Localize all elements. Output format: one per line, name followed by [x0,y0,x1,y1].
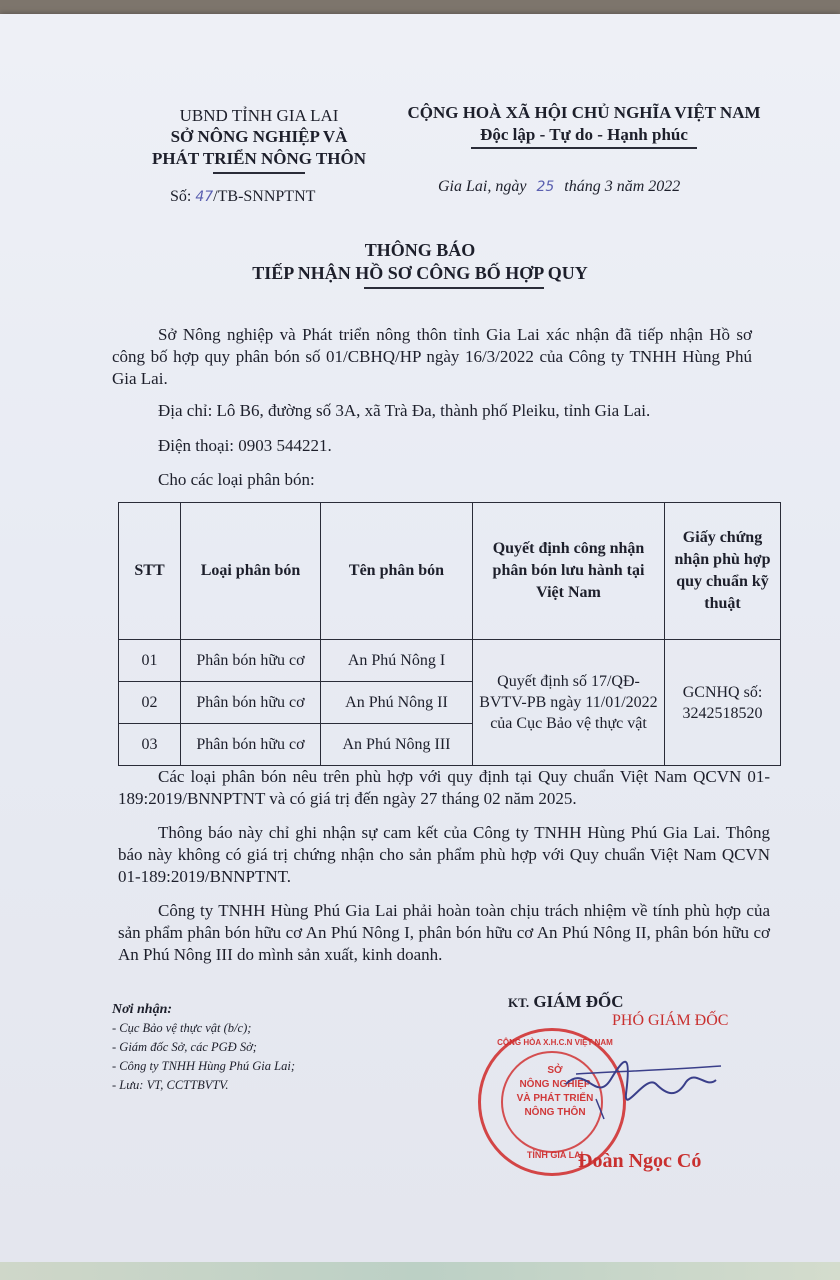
director-title: GIÁM ĐỐC [533,992,624,1011]
stamp-line4: NÔNG THÔN [524,1107,586,1118]
header-certificate: Giấy chứng nhận phù hợp quy chuẩn kỹ thuật [665,503,781,640]
date-suffix: tháng 3 năm 2022 [564,178,681,195]
row-type: Phân bón hữu cơ [181,640,321,682]
fertilizer-table [118,502,781,766]
row-name: An Phú Nông II [321,682,473,724]
title-notice: THÔNG BÁO [364,240,476,260]
agency-department: SỞ NÔNG NGHIỆP VÀ [170,127,348,146]
recipients-heading: Nơi nhận: [112,1002,173,1017]
certificate-cell: GCNHQ số: 3242518520 [665,640,781,766]
national-name: CỘNG HOÀ XÃ HỘI CHỦ NGHĨA VIỆT NAM [407,103,761,122]
document-page [0,14,840,1266]
recipient-item: - Giám đốc Sở, các PGĐ Sở; [112,1040,257,1054]
date-day: 25 [536,179,555,195]
conformity-paragraph: Các loại phân bón nêu trên phù hợp với quy định tại Quy chuẩn Việt Nam QCVN 01-189:2019/BNNPTNT và có giá trị đến ngày 27 tháng 02 năm 2025. [118,767,770,808]
responsibility-paragraph: Công ty TNHH Hùng Phú Gia Lai phải hoàn toàn chịu trách nhiệm về tính phù hợp của sản phẩm phân bón hữu cơ An Phú Nông I, phân bón hữu cơ An Phú Nông II, phân bón hữu cơ An Phú Nông III do mình sản xuất, kinh doanh. [118,901,770,964]
deputy-title: PHÓ GIÁM ĐỐC [612,1012,729,1029]
stamp-line2: NÔNG NGHIỆP [519,1079,591,1090]
signer-name: Đoàn Ngọc Có [578,1150,702,1172]
company-phone: Điện thoại: 0903 544221. [158,436,332,455]
handwritten-signature [556,1044,726,1124]
row-type: Phân bón hữu cơ [181,724,321,766]
header-left [140,106,378,174]
document-number [170,188,315,206]
recipients-block [112,1000,295,1095]
header-decision: Quyết định công nhận phân bón lưu hành tại Việt Nam [473,503,665,640]
intro-paragraph: Sở Nông nghiệp và Phát triển nông thôn tỉnh Gia Lai xác nhận đã tiếp nhận Hồ sơ công bố hợp quy phân bón số 01/CBHQ/HP ngày 16/3/2022 của Công ty TNHH Hùng Phú Gia Lai. [112,325,752,388]
recipient-item: - Công ty TNHH Hùng Phú Gia Lai; [112,1059,295,1073]
signature-prefix: KT. [508,995,530,1010]
header-left-underline [213,172,305,174]
number-suffix: /TB-SNNPTNT [213,188,316,205]
number-handwritten: 47 [195,189,214,205]
row-name: An Phú Nông III [321,724,473,766]
background-strip [0,1262,840,1280]
header-type: Loại phân bón [181,503,321,640]
row-name: An Phú Nông I [321,640,473,682]
document-date [438,178,680,196]
row-stt: 01 [119,640,181,682]
stamp-line3: VÀ PHÁT TRIỂN [516,1093,594,1104]
signature-title [508,992,624,1012]
date-prefix: Gia Lai, ngày [438,178,527,195]
number-prefix: Số: [170,188,192,205]
national-motto: Độc lập - Tự do - Hạnh phúc [480,125,688,144]
header-right-underline [471,147,697,149]
header-name: Tên phân bón [321,503,473,640]
row-stt: 03 [119,724,181,766]
title-subject: TIẾP NHẬN HỒ SƠ CÔNG BỐ HỢP QUY [252,263,588,283]
stamp-bottom: TỈNH GIA LAI [526,1150,584,1160]
stamp-line1: SỞ [547,1065,563,1076]
agency-province: UBND TỈNH GIA LAI [179,106,339,125]
company-address: Địa chỉ: Lô B6, đường số 3A, xã Trà Đa, thành phố Pleiku, tỉnh Gia Lai. [158,401,651,420]
agency-department-line2: PHÁT TRIỂN NÔNG THÔN [152,149,366,168]
row-stt: 02 [119,682,181,724]
title-underline [364,287,544,289]
table-header-row [119,503,781,640]
table-row [119,640,781,682]
recipient-item: - Lưu: VT, CCTTBVTV. [112,1078,229,1092]
decision-cell: Quyết định số 17/QĐ-BVTV-PB ngày 11/01/2022 của Cục Bảo vệ thực vật [473,640,665,766]
stamp-ring-text: CỘNG HÒA X.H.C.N VIỆT NAM [497,1038,613,1047]
note-paragraph: Thông báo này chỉ ghi nhận sự cam kết của Công ty TNHH Hùng Phú Gia Lai. Thông báo này không có giá trị chứng nhận cho sản phẩm phù hợp với Quy chuẩn Việt Nam QCVN 01-189:2019/BNNPTNT. [118,823,770,886]
row-type: Phân bón hữu cơ [181,682,321,724]
fertilizer-types-intro: Cho các loại phân bón: [158,470,315,489]
header-stt: STT [119,503,181,640]
recipient-item: - Cục Bảo vệ thực vật (b/c); [112,1021,252,1035]
header-right [392,102,776,149]
